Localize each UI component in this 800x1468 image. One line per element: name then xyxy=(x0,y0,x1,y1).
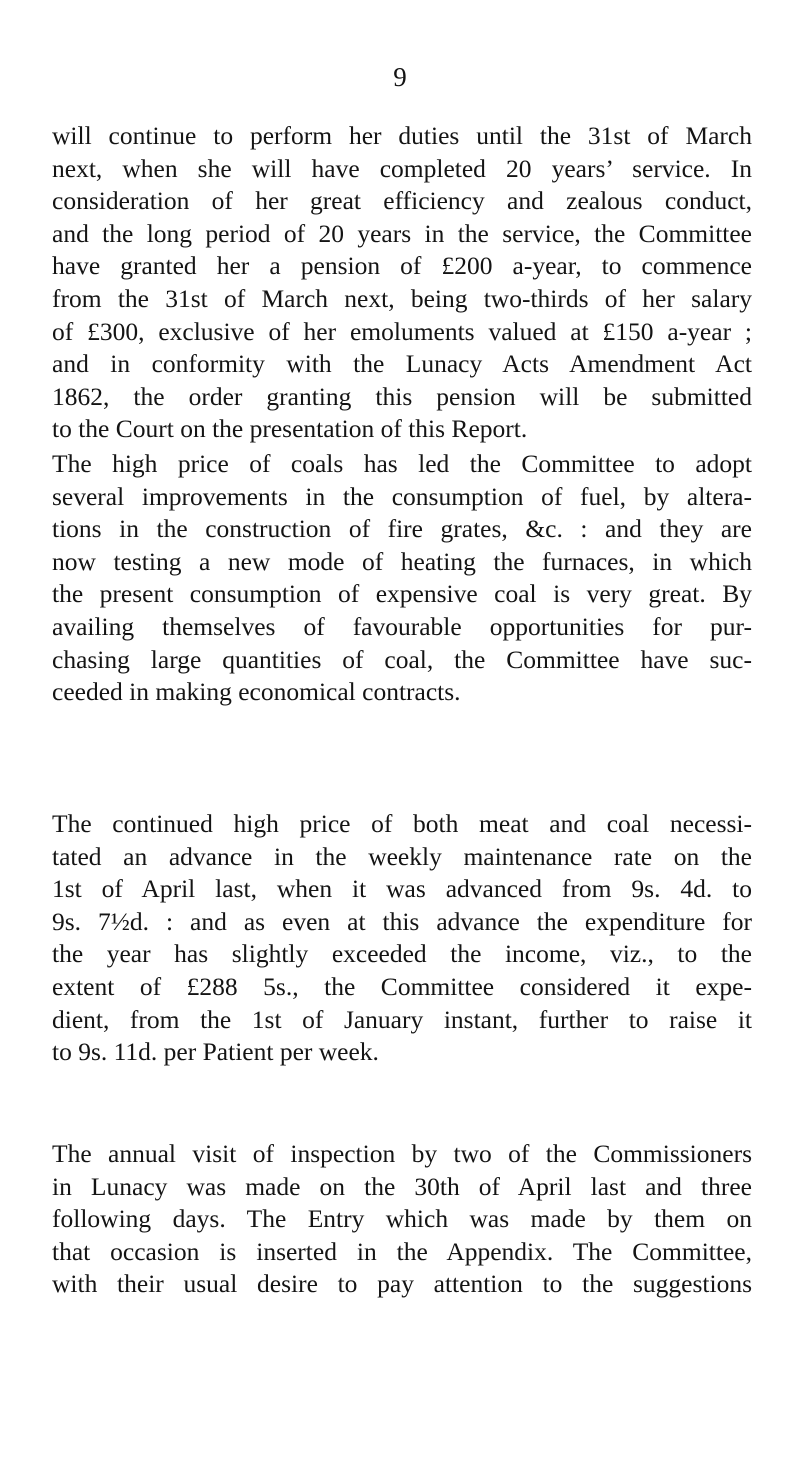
text-line: with their usual desire to pay attention to the suggestions xyxy=(52,1269,752,1299)
text-line: dient, from the 1st of January instant, further to raise it xyxy=(52,1004,752,1034)
text-line: extent of £288 5s., the Committee considered it expe- xyxy=(52,971,752,1001)
text-line: that occasion is inserted in the Appendix. The Committee, xyxy=(52,1236,752,1266)
text-line: to the Court on the presentation of this Report. xyxy=(52,414,528,444)
text-line: tions in the construction of fire grates, &c. : and they are xyxy=(52,514,752,544)
text-line: and the long period of 20 years in the service, the Committee xyxy=(52,218,752,248)
text-line: 9s. 7½d. : and as even at this advance the expenditure for xyxy=(52,906,752,936)
text-line: the present consumption of expensive coal is very great. By xyxy=(52,579,752,609)
text-line: 1862, the order granting this pension will be submitted xyxy=(52,381,752,411)
text-line: The annual visit of inspection by two of the Commissioners xyxy=(52,1139,752,1168)
text-line: 1st of April last, when it was advanced from 9s. 4d. to xyxy=(52,874,752,904)
text-line: now testing a new mode of heating the furnaces, in which xyxy=(52,546,752,576)
text-line: several improvements in the consumption of fuel, by altera- xyxy=(52,481,752,511)
text-line: The high price of coals has led the Committee to adopt xyxy=(52,449,752,478)
text-line: following days. The Entry which was made by them on xyxy=(52,1204,752,1234)
paragraph-pension xyxy=(52,120,752,446)
text-line: The continued high price of both meat and coal necessi- xyxy=(52,809,752,838)
text-line: in Lunacy was made on the 30th of April last and three xyxy=(52,1171,752,1201)
text-line: chasing large quantities of coal, the Committee have suc- xyxy=(52,644,752,674)
text-line: the year has slightly exceeded the income, viz., to the xyxy=(52,939,752,969)
text-line: from the 31st of March next, being two-thirds of her salary xyxy=(52,283,752,313)
text-line: and in conformity with the Lunacy Acts Amendment Act xyxy=(52,349,752,379)
paragraph-maintenance-rate xyxy=(52,808,752,1069)
text-line: ceeded in making economical contracts. xyxy=(52,677,461,707)
text-line: next, when she will have completed 20 years’ service. In xyxy=(52,153,752,183)
text-line: will continue to perform her duties until the 31st of March xyxy=(52,121,752,150)
text-line: have granted her a pension of £200 a-year, to commence xyxy=(52,251,752,281)
page-number: 9 xyxy=(393,62,407,92)
text-line: to 9s. 11d. per Patient per week. xyxy=(52,1037,379,1067)
text-line: availing themselves of favourable opportunities for pur- xyxy=(52,611,752,641)
text-line: of £300, exclusive of her emoluments valued at £150 a-year ; xyxy=(52,316,752,346)
text-line: consideration of her great efficiency and zealous conduct, xyxy=(52,186,752,216)
paragraph-coal-prices xyxy=(52,448,752,709)
paragraph-inspection-visit xyxy=(52,1138,752,1301)
text-line: tated an advance in the weekly maintenance rate on the xyxy=(52,841,752,871)
